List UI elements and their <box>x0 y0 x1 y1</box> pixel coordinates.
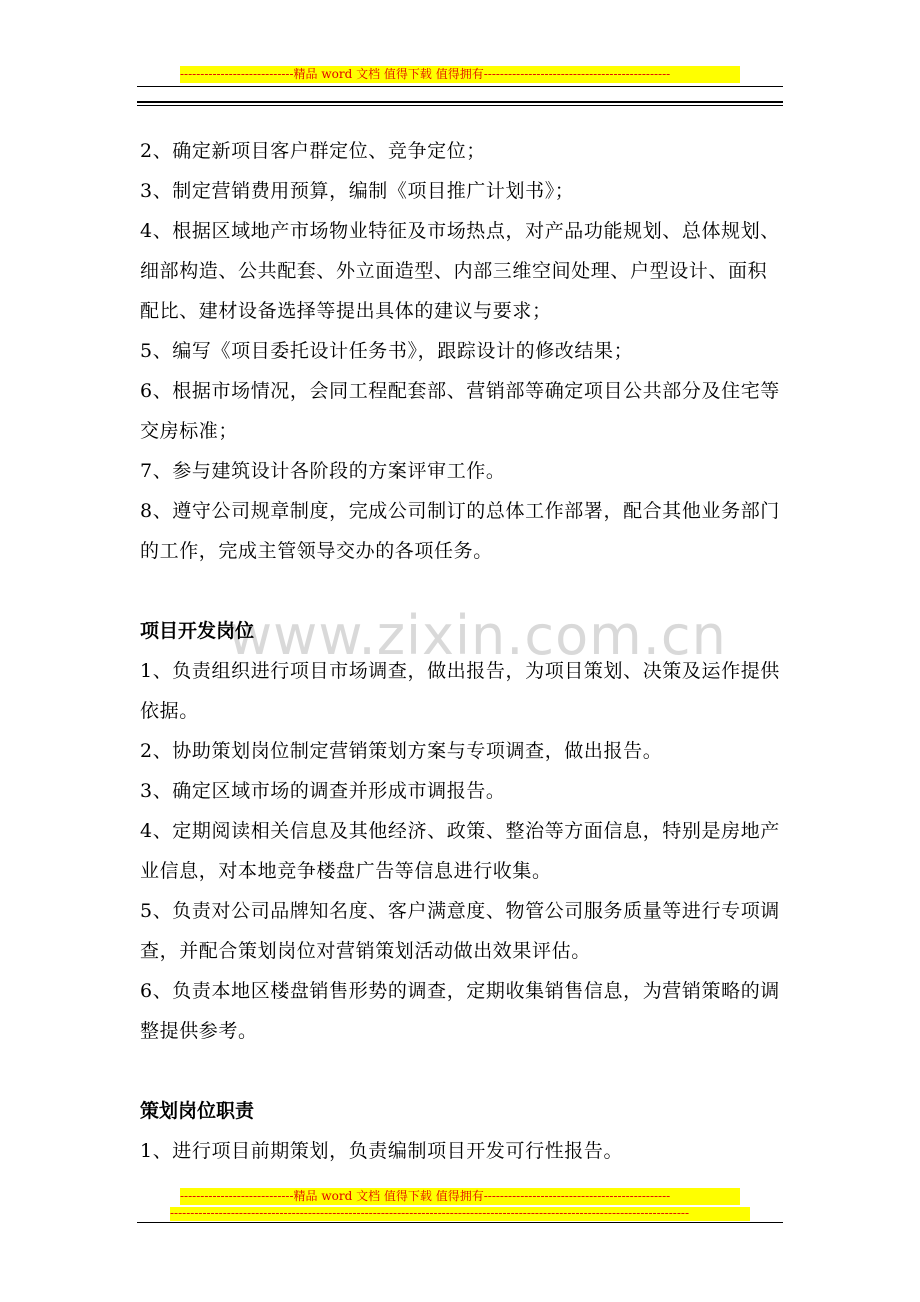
list-item: 2、协助策划岗位制定营销策划方案与专项调查，做出报告。 <box>140 740 663 762</box>
list-item: 5、编写《项目委托设计任务书》，跟踪设计的修改结果； <box>140 340 634 362</box>
list-item: 3、制定营销费用预算，编制《项目推广计划书》； <box>140 180 575 202</box>
footer-dashes: -------------------------------------------------------------------------------------------------------------------------------- <box>170 1207 750 1221</box>
watermark: www.zixin.com.cn <box>228 604 727 667</box>
header-rule-top <box>137 86 783 87</box>
list-item: 4、根据区域地产市场物业特征及市场热点，对产品功能规划、总体规划、细部构造、公共配套、外立面造型、内部三维空间处理、户型设计、面积配比、建材设备选择等提出具体的建议与要求； <box>140 220 780 322</box>
header-rule-double-2 <box>137 105 783 106</box>
list-item: 1、进行项目前期策划，负责编制项目开发可行性报告。 <box>140 1140 624 1162</box>
list-item: 5、负责对公司品牌知名度、客户满意度、物管公司服务质量等进行专项调查，并配合策划岗位对营销策划活动做出效果评估。 <box>140 900 780 962</box>
list-item: 4、定期阅读相关信息及其他经济、政策、整治等方面信息，特别是房地产业信息，对本地竞争楼盘广告等信息进行收集。 <box>140 820 780 882</box>
list-item: 3、确定区域市场的调查并形成市调报告。 <box>140 780 506 802</box>
footer-rule <box>137 1222 783 1223</box>
section-gap <box>140 1051 784 1091</box>
section-title-project-development: 项目开发岗位 <box>140 620 255 642</box>
list-item: 1、负责组织进行项目市场调查，做出报告，为项目策划、决策及运作提供依据。 <box>140 660 780 722</box>
header-rule-double-1 <box>137 101 783 103</box>
header-banner: ----------------------------精品 word 文档 值得下载 值得拥有---------------------------------------------- <box>180 66 740 83</box>
list-item: 2、确定新项目客户群定位、竞争定位； <box>140 140 486 162</box>
list-item: 6、负责本地区楼盘销售形势的调查，定期收集销售信息，为营销策略的调整提供参考。 <box>140 980 780 1042</box>
list-item: 6、根据市场情况，会同工程配套部、营销部等确定项目公共部分及住宅等交房标准； <box>140 380 780 442</box>
document-body <box>140 131 784 1171</box>
section-gap <box>140 571 784 611</box>
footer-banner: ----------------------------精品 word 文档 值得下载 值得拥有---------------------------------------------- <box>180 1188 740 1205</box>
list-item: 8、遵守公司规章制度，完成公司制订的总体工作部署，配合其他业务部门的工作，完成主管领导交办的各项任务。 <box>140 500 780 562</box>
section-title-planning: 策划岗位职责 <box>140 1100 255 1122</box>
list-item: 7、参与建筑设计各阶段的方案评审工作。 <box>140 460 506 482</box>
